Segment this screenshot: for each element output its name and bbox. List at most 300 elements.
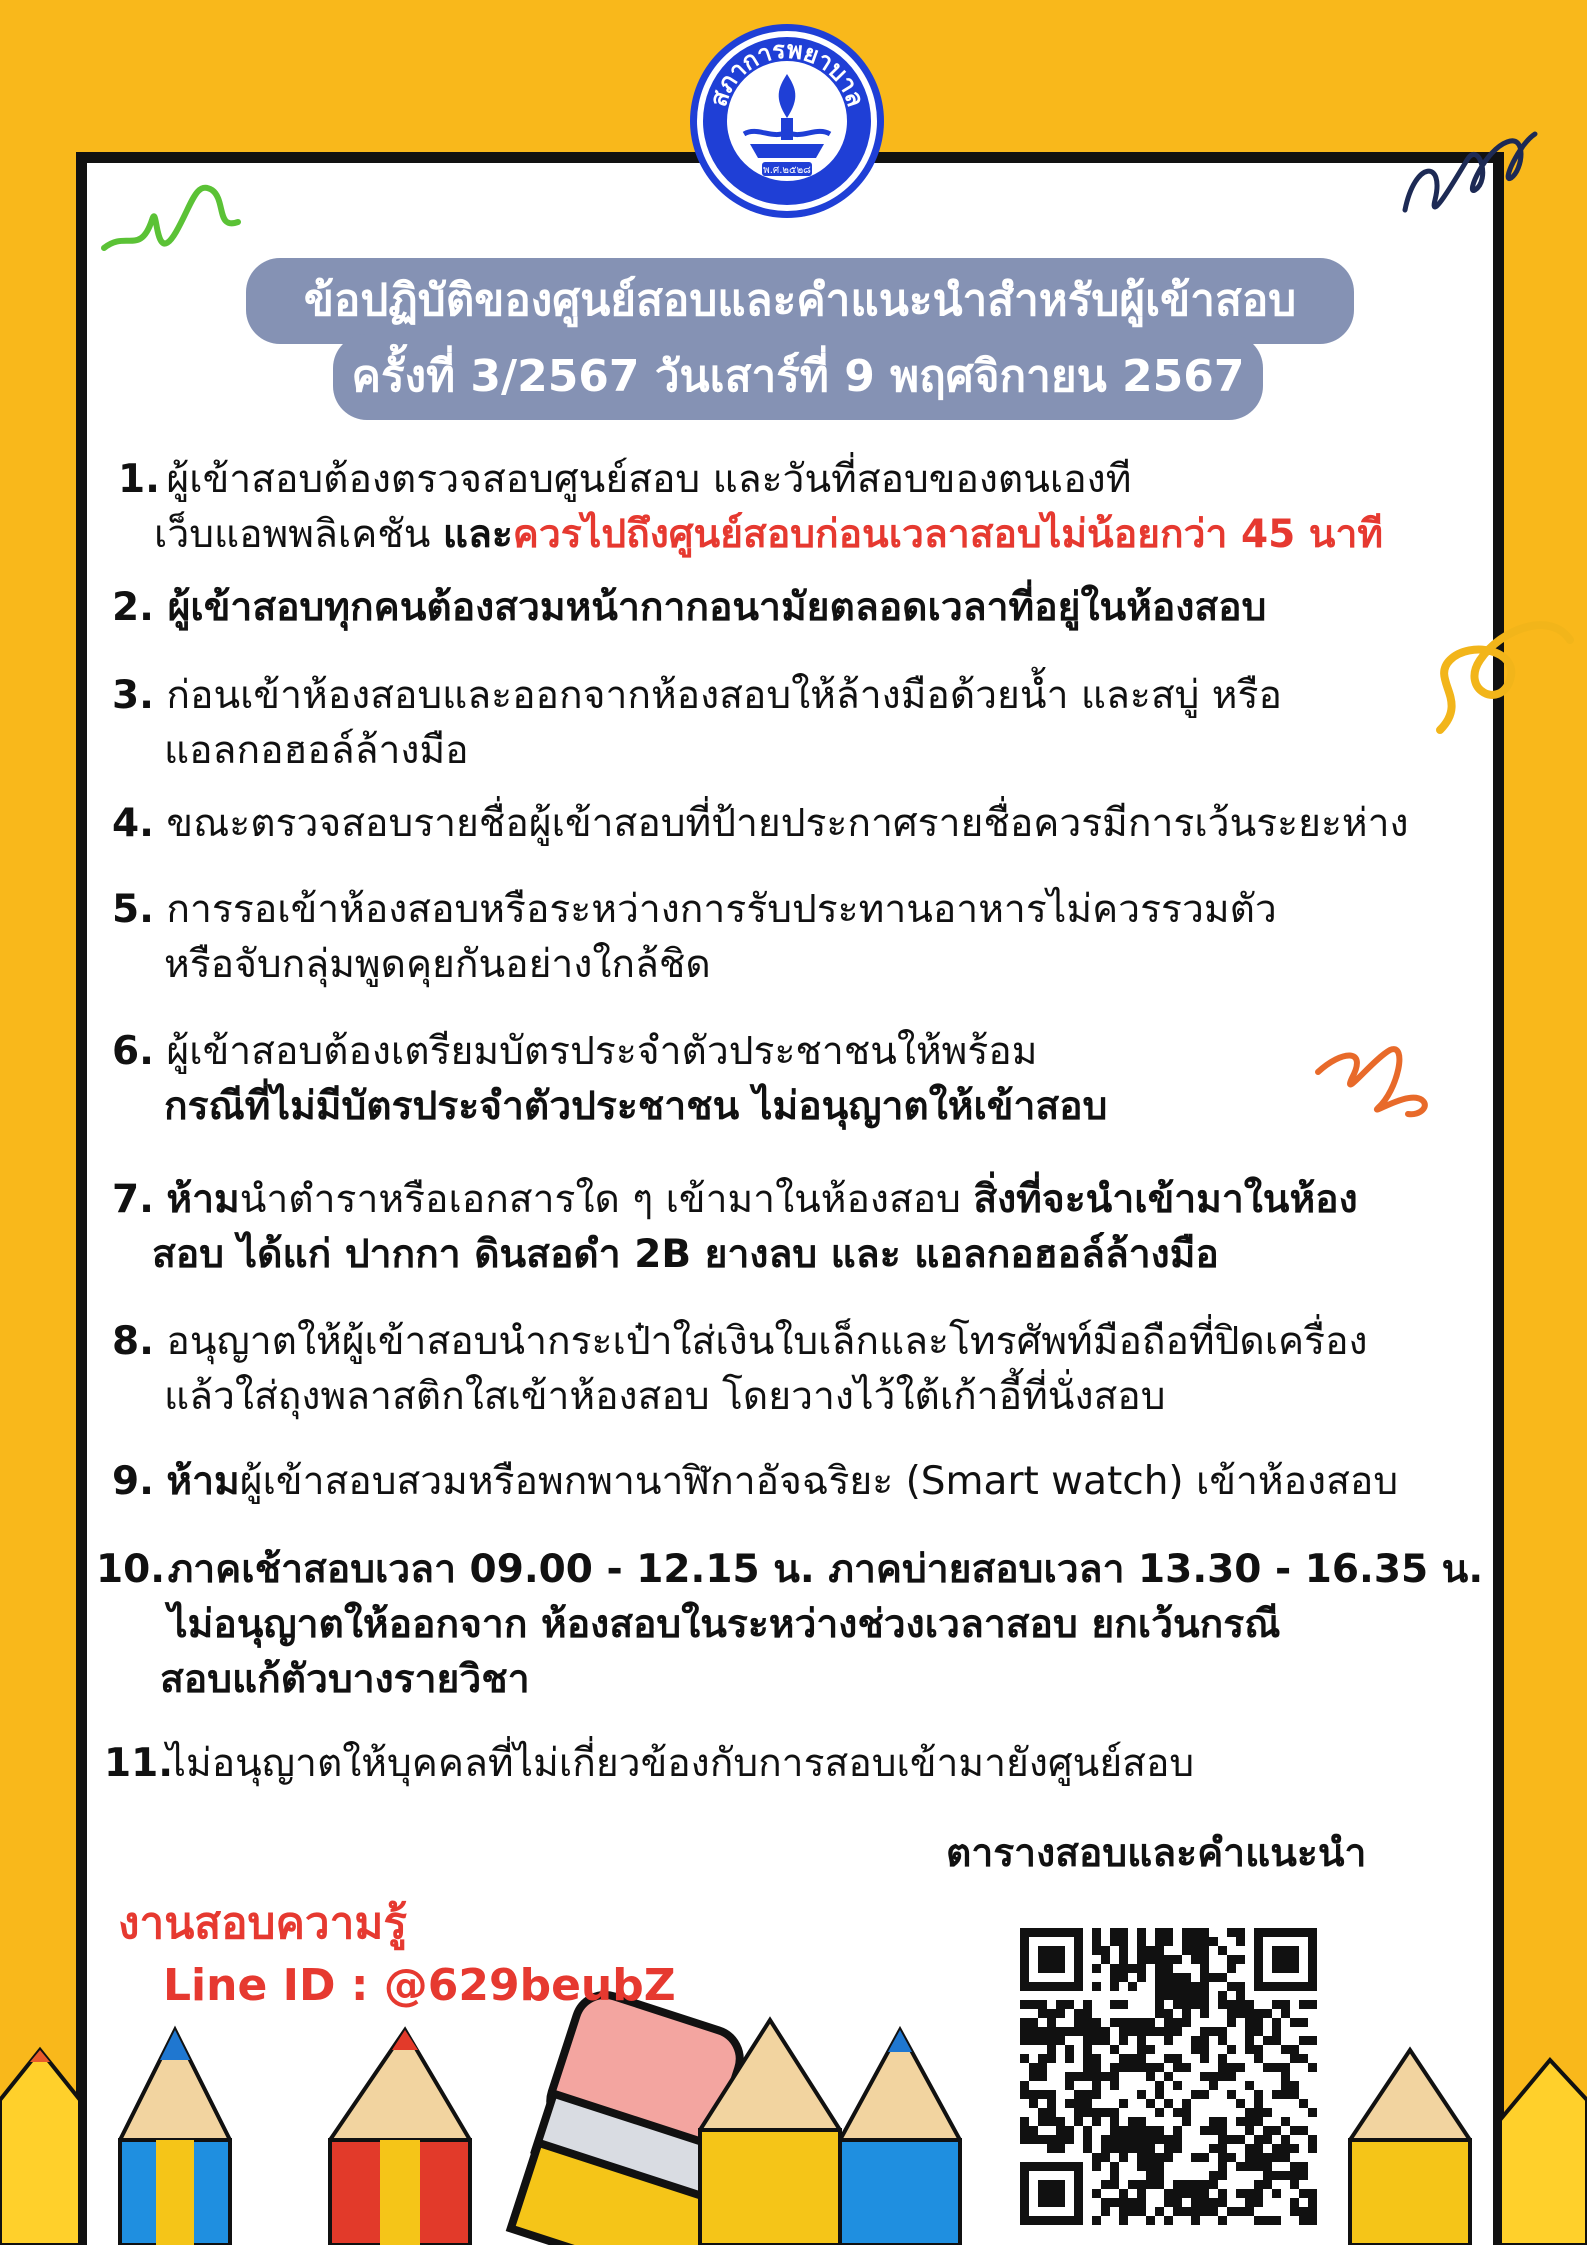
qr-module (1164, 1964, 1173, 1973)
qr-module (1137, 2117, 1146, 2126)
item-text-highlight: ควรไปถึงศูนย์สอบก่อนเวลาสอบไม่น้อยกว่า 45 นาที (512, 512, 1384, 557)
qr-module (1083, 2009, 1092, 2018)
qr-module (1173, 2063, 1182, 2072)
qr-module (1047, 2117, 1056, 2126)
qr-module (1209, 2207, 1218, 2216)
qr-module (1272, 2000, 1281, 2009)
qr-module (1200, 2126, 1209, 2135)
qr-module (1128, 2063, 1137, 2072)
qr-module (1209, 2180, 1218, 2189)
qr-module (1047, 2018, 1056, 2027)
qr-module (1029, 2099, 1038, 2108)
qr-module (1029, 2063, 1038, 2072)
qr-module (1272, 2036, 1281, 2045)
qr-module (1047, 2090, 1056, 2099)
qr-module (1119, 2189, 1128, 2198)
qr-module (1137, 2180, 1146, 2189)
qr-module (1164, 1937, 1173, 1946)
item-text-bold: ห้าม (166, 1459, 240, 1504)
qr-module (1029, 2000, 1038, 2009)
qr-module (1119, 2144, 1128, 2153)
qr-module (1227, 1928, 1236, 1937)
qr-module (1281, 2009, 1290, 2018)
qr-module (1110, 1982, 1119, 1991)
qr-module (1209, 1937, 1218, 1946)
qr-module (1146, 2180, 1155, 2189)
qr-module (1173, 1982, 1182, 1991)
qr-module (1101, 2207, 1110, 2216)
qr-module (1254, 2108, 1263, 2117)
qr-module (1272, 2063, 1281, 2072)
qr-module (1164, 2072, 1173, 2081)
qr-module (1200, 1946, 1209, 1955)
item-text: แอลกอฮอล์ล้างมือ (164, 728, 469, 773)
qr-module (1290, 2198, 1299, 2207)
qr-module (1272, 2027, 1281, 2036)
logo-text: สภาการพยาบาล (704, 35, 870, 110)
qr-module (1254, 2117, 1263, 2126)
qr-module (1182, 2180, 1191, 2189)
qr-module (1191, 2180, 1200, 2189)
qr-module (1182, 1946, 1191, 1955)
qr-module (1137, 2054, 1146, 2063)
qr-module (1065, 2045, 1074, 2054)
qr-module (1137, 2018, 1146, 2027)
qr-module (1083, 2000, 1092, 2009)
qr-module (1056, 2144, 1065, 2153)
item-number: 8. (112, 1319, 154, 1364)
qr-module (1128, 2198, 1137, 2207)
qr-module (1245, 2027, 1254, 2036)
qr-module (1245, 2117, 1254, 2126)
item-number: 3. (112, 673, 154, 718)
qr-module (1083, 2027, 1092, 2036)
qr-module (1218, 2072, 1227, 2081)
qr-module (1038, 2090, 1047, 2099)
qr-module (1173, 2135, 1182, 2144)
qr-module (1191, 2000, 1200, 2009)
qr-module (1083, 2099, 1092, 2108)
qr-module (1200, 1955, 1209, 1964)
item-text-bold: และ (442, 512, 513, 557)
qr-module (1227, 2153, 1236, 2162)
qr-module (1200, 1991, 1209, 2000)
qr-module (1137, 2198, 1146, 2207)
pencil-blue-right (840, 2030, 960, 2245)
qr-module (1110, 1937, 1119, 1946)
qr-module (1047, 2099, 1056, 2108)
qr-module (1299, 2189, 1308, 2198)
qr-module (1038, 2135, 1047, 2144)
qr-module (1209, 2198, 1218, 2207)
qr-module (1245, 2108, 1254, 2117)
list-item (112, 1024, 1107, 1134)
qr-module (1155, 2090, 1164, 2099)
qr-module (1173, 1955, 1182, 1964)
qr-module (1254, 2153, 1263, 2162)
qr-module (1308, 2189, 1317, 2198)
qr-module (1119, 2036, 1128, 2045)
qr-module (1074, 2009, 1083, 2018)
list-item (112, 1454, 1398, 1509)
item-text: ก่อนเข้าห้องสอบและออกจากห้องสอบให้ล้างมือด้วยน้ำ และสบู่ หรือ (166, 673, 1282, 718)
qr-module (1029, 2036, 1038, 2045)
qr-module (1074, 2099, 1083, 2108)
qr-module (1200, 2153, 1209, 2162)
qr-module (1272, 2216, 1281, 2225)
item-text-bold: ห้าม (166, 1177, 240, 1222)
qr-module (1155, 1955, 1164, 1964)
item-number: 10. (96, 1547, 166, 1592)
qr-module (1092, 2108, 1101, 2117)
qr-module (1137, 2027, 1146, 2036)
qr-module (1200, 2036, 1209, 2045)
qr-module (1092, 2027, 1101, 2036)
qr-module (1092, 2216, 1101, 2225)
qr-module (1074, 2027, 1083, 2036)
qr-module (1029, 2027, 1038, 2036)
yellow-swirl-decoration (1410, 580, 1587, 760)
pencils-illustration (0, 1990, 1587, 2245)
qr-module (1092, 2063, 1101, 2072)
qr-module (1281, 2090, 1290, 2099)
qr-module (1155, 1937, 1164, 1946)
qr-module (1227, 2090, 1236, 2099)
qr-module (1065, 2135, 1074, 2144)
qr-module (1083, 2126, 1092, 2135)
qr-module (1191, 2036, 1200, 2045)
qr-module (1299, 2099, 1308, 2108)
qr-module (1218, 2054, 1227, 2063)
qr-module (1110, 2081, 1119, 2090)
qr-module (1290, 2018, 1299, 2027)
qr-module (1083, 2036, 1092, 2045)
qr-module (1209, 2171, 1218, 2180)
qr-module (1119, 1973, 1128, 1982)
qr-module (1281, 2135, 1290, 2144)
qr-module (1200, 2000, 1209, 2009)
qr-module (1128, 1982, 1137, 1991)
qr-module (1272, 2189, 1281, 2198)
qr-module (1119, 1937, 1128, 1946)
qr-module (1281, 2045, 1290, 2054)
item-number: 4. (112, 801, 154, 846)
qr-module (1200, 2090, 1209, 2099)
qr-module (1218, 2135, 1227, 2144)
qr-module (1074, 2108, 1083, 2117)
qr-finder (1272, 1946, 1299, 1973)
qr-module (1308, 2000, 1317, 2009)
qr-module (1065, 2054, 1074, 2063)
qr-module (1155, 1928, 1164, 1937)
item-text: ไม่อนุญาตให้บุคคลที่ไม่เกี่ยวข้องกับการสอบเข้ามายังศูนย์สอบ (166, 1741, 1195, 1786)
list-item (112, 882, 1277, 992)
page-title-line2: ครั้งที่ 3/2567 วันเสาร์ที่ 9 พฤศจิกายน 2567 (333, 334, 1263, 420)
qr-module (1146, 2027, 1155, 2036)
navy-loops-decoration (1395, 120, 1545, 230)
qr-module (1038, 2027, 1047, 2036)
item-text: ผู้เข้าสอบต้องตรวจสอบศูนย์สอบ และวันที่สอบของตนเองที (166, 457, 1132, 502)
qr-module (1218, 2000, 1227, 2009)
qr-module (1218, 2189, 1227, 2198)
qr-module (1083, 2045, 1092, 2054)
qr-module (1254, 2045, 1263, 2054)
qr-module (1263, 2180, 1272, 2189)
qr-module (1200, 2207, 1209, 2216)
green-squiggle-decoration (96, 160, 246, 275)
qr-module (1299, 2216, 1308, 2225)
qr-module (1191, 1955, 1200, 1964)
qr-module (1281, 2171, 1290, 2180)
qr-module (1245, 2207, 1254, 2216)
qr-module (1119, 2027, 1128, 2036)
qr-module (1209, 1973, 1218, 1982)
qr-module (1299, 2000, 1308, 2009)
qr-module (1254, 2162, 1263, 2171)
qr-module (1110, 2000, 1119, 2009)
qr-module (1155, 2207, 1164, 2216)
item-text: ผู้เข้าสอบสวมหรือพกพานาฬิกาอัจฉริยะ (Smart watch) เข้าห้องสอบ (239, 1459, 1399, 1504)
qr-module (1110, 2117, 1119, 2126)
line-id: Line ID : @629beubZ (163, 1960, 676, 2011)
qr-module (1110, 2072, 1119, 2081)
qr-module (1047, 2144, 1056, 2153)
qr-module (1119, 2054, 1128, 2063)
qr-module (1137, 1946, 1146, 1955)
logo-year: พ.ศ.๒๕๒๘ (763, 165, 811, 176)
qr-module (1227, 1982, 1236, 1991)
qr-module (1137, 2126, 1146, 2135)
qr-module (1020, 2135, 1029, 2144)
qr-module (1110, 1928, 1119, 1937)
item-text: นำตำราหรือเอกสารใด ๆ เข้ามาในห้องสอบ (239, 1177, 974, 1222)
qr-module (1263, 2063, 1272, 2072)
qr-module (1263, 2153, 1272, 2162)
qr-module (1200, 2198, 1209, 2207)
item-number: 2. (112, 585, 154, 630)
qr-module (1056, 2126, 1065, 2135)
qr-module (1137, 1973, 1146, 1982)
qr-module (1308, 2108, 1317, 2117)
qr-module (1047, 2108, 1056, 2117)
qr-module (1236, 2117, 1245, 2126)
qr-module (1173, 2189, 1182, 2198)
qr-module (1146, 2072, 1155, 2081)
qr-module (1173, 2054, 1182, 2063)
qr-module (1128, 2144, 1137, 2153)
qr-module (1290, 2054, 1299, 2063)
qr-module (1272, 2018, 1281, 2027)
item-text-bold: สอบ ได้แก่ ปากกา ดินสอดำ 2B ยางลบ และ แอลกอฮอล์ล้างมือ (152, 1232, 1219, 1277)
qr-module (1101, 2036, 1110, 2045)
qr-module (1137, 2144, 1146, 2153)
list-item (112, 1314, 1368, 1424)
qr-module (1299, 2171, 1308, 2180)
qr-module (1020, 2126, 1029, 2135)
qr-module (1020, 2081, 1029, 2090)
qr-module (1155, 1991, 1164, 2000)
qr-module (1281, 2153, 1290, 2162)
item-text: หรือจับกลุ่มพูดคุยกันอย่างใกล้ชิด (164, 942, 711, 987)
qr-module (1110, 2108, 1119, 2117)
qr-module (1173, 2126, 1182, 2135)
qr-module (1173, 2198, 1182, 2207)
qr-module (1101, 2027, 1110, 2036)
qr-module (1083, 2072, 1092, 2081)
qr-module (1290, 2081, 1299, 2090)
qr-module (1101, 1955, 1110, 1964)
qr-module (1155, 2162, 1164, 2171)
qr-module (1254, 2198, 1263, 2207)
qr-module (1209, 2027, 1218, 2036)
qr-module (1200, 2045, 1209, 2054)
qr-module (1182, 1991, 1191, 2000)
qr-code[interactable] (1010, 1918, 1328, 2245)
qr-module (1092, 2090, 1101, 2099)
pencil-blue (120, 2030, 230, 2245)
qr-module (1029, 2126, 1038, 2135)
qr-module (1083, 2063, 1092, 2072)
qr-module (1065, 2027, 1074, 2036)
qr-module (1164, 2018, 1173, 2027)
qr-module (1236, 2000, 1245, 2009)
qr-module (1110, 2198, 1119, 2207)
qr-module (1020, 2036, 1029, 2045)
qr-module (1236, 1937, 1245, 1946)
qr-module (1146, 1955, 1155, 1964)
qr-module (1236, 2162, 1245, 2171)
qr-module (1146, 1946, 1155, 1955)
qr-module (1047, 2036, 1056, 2045)
qr-module (1065, 2126, 1074, 2135)
qr-module (1173, 2027, 1182, 2036)
qr-module (1308, 2063, 1317, 2072)
qr-module (1128, 1964, 1137, 1973)
qr-module (1299, 2126, 1308, 2135)
qr-module (1227, 2135, 1236, 2144)
qr-module (1245, 2081, 1254, 2090)
qr-module (1164, 2054, 1173, 2063)
qr-module (1155, 2027, 1164, 2036)
qr-module (1083, 2108, 1092, 2117)
qr-module (1200, 1982, 1209, 1991)
list-item (112, 1172, 1358, 1282)
qr-module (1164, 2216, 1173, 2225)
qr-module (1227, 2000, 1236, 2009)
qr-module (1056, 2027, 1065, 2036)
qr-module (1038, 2000, 1047, 2009)
qr-module (1218, 1991, 1227, 2000)
qr-module (1101, 2108, 1110, 2117)
qr-module (1308, 2135, 1317, 2144)
qr-module (1281, 2072, 1290, 2081)
item-text: ผู้เข้าสอบทุกคนต้องสวมหน้ากากอนามัยตลอดเวลาที่อยู่ในห้องสอบ (167, 585, 1267, 630)
item-text: ภาคเช้าสอบเวลา 09.00 - 12.15 น. ภาคบ่ายสอบเวลา 13.30 - 16.35 น. (167, 1547, 1484, 1592)
qr-module (1128, 2126, 1137, 2135)
qr-module (1191, 2207, 1200, 2216)
qr-module (1182, 2099, 1191, 2108)
qr-module (1200, 2027, 1209, 2036)
qr-finder (1038, 1946, 1065, 1973)
qr-module (1128, 2207, 1137, 2216)
qr-module (1173, 2018, 1182, 2027)
qr-module (1227, 2207, 1236, 2216)
nursing-council-logo (688, 22, 886, 220)
qr-module (1092, 2153, 1101, 2162)
qr-module (1137, 2045, 1146, 2054)
qr-module (1164, 1928, 1173, 1937)
qr-module (1200, 1937, 1209, 1946)
qr-module (1137, 2207, 1146, 2216)
qr-module (1218, 1973, 1227, 1982)
qr-module (1290, 2045, 1299, 2054)
qr-module (1164, 2135, 1173, 2144)
qr-module (1065, 2081, 1074, 2090)
qr-module (1110, 2171, 1119, 2180)
qr-module (1164, 2009, 1173, 2018)
qr-module (1092, 2054, 1101, 2063)
qr-module (1227, 2018, 1236, 2027)
qr-module (1245, 2126, 1254, 2135)
qr-module (1164, 1991, 1173, 2000)
qr-module (1110, 2126, 1119, 2135)
qr-module (1137, 2063, 1146, 2072)
qr-caption: ตารางสอบและคำแนะนำ (946, 1831, 1367, 1876)
qr-module (1200, 2189, 1209, 2198)
qr-module (1029, 2090, 1038, 2099)
qr-module (1056, 2036, 1065, 2045)
qr-module (1164, 2153, 1173, 2162)
item-number: 7. (112, 1177, 154, 1222)
qr-module (1200, 1973, 1209, 1982)
qr-module (1137, 2036, 1146, 2045)
qr-module (1119, 1955, 1128, 1964)
qr-module (1137, 2153, 1146, 2162)
qr-module (1182, 1928, 1191, 1937)
qr-module (1191, 2216, 1200, 2225)
qr-module (1254, 2009, 1263, 2018)
qr-module (1110, 2045, 1119, 2054)
qr-module (1047, 2054, 1056, 2063)
qr-module (1020, 2027, 1029, 2036)
qr-module (1308, 2198, 1317, 2207)
qr-module (1164, 2189, 1173, 2198)
qr-module (1263, 2108, 1272, 2117)
qr-module (1065, 2099, 1074, 2108)
qr-module (1173, 2180, 1182, 2189)
qr-module (1182, 1982, 1191, 1991)
qr-module (1182, 2207, 1191, 2216)
qr-module (1146, 2018, 1155, 2027)
qr-module (1200, 1964, 1209, 1973)
item-text: สอบแก้ตัวบางรายวิชา (160, 1657, 530, 1702)
qr-module (1029, 2018, 1038, 2027)
qr-module (1155, 2171, 1164, 2180)
qr-module (1146, 2045, 1155, 2054)
qr-module (1254, 2135, 1263, 2144)
qr-module (1146, 2216, 1155, 2225)
qr-module (1038, 2063, 1047, 2072)
pencil-yellow-left (0, 2050, 80, 2245)
qr-module (1164, 1973, 1173, 1982)
qr-module (1245, 2036, 1254, 2045)
qr-module (1065, 2000, 1074, 2009)
qr-module (1128, 2027, 1137, 2036)
qr-module (1227, 2063, 1236, 2072)
qr-module (1119, 2153, 1128, 2162)
qr-module (1218, 2063, 1227, 2072)
qr-module (1308, 2207, 1317, 2216)
